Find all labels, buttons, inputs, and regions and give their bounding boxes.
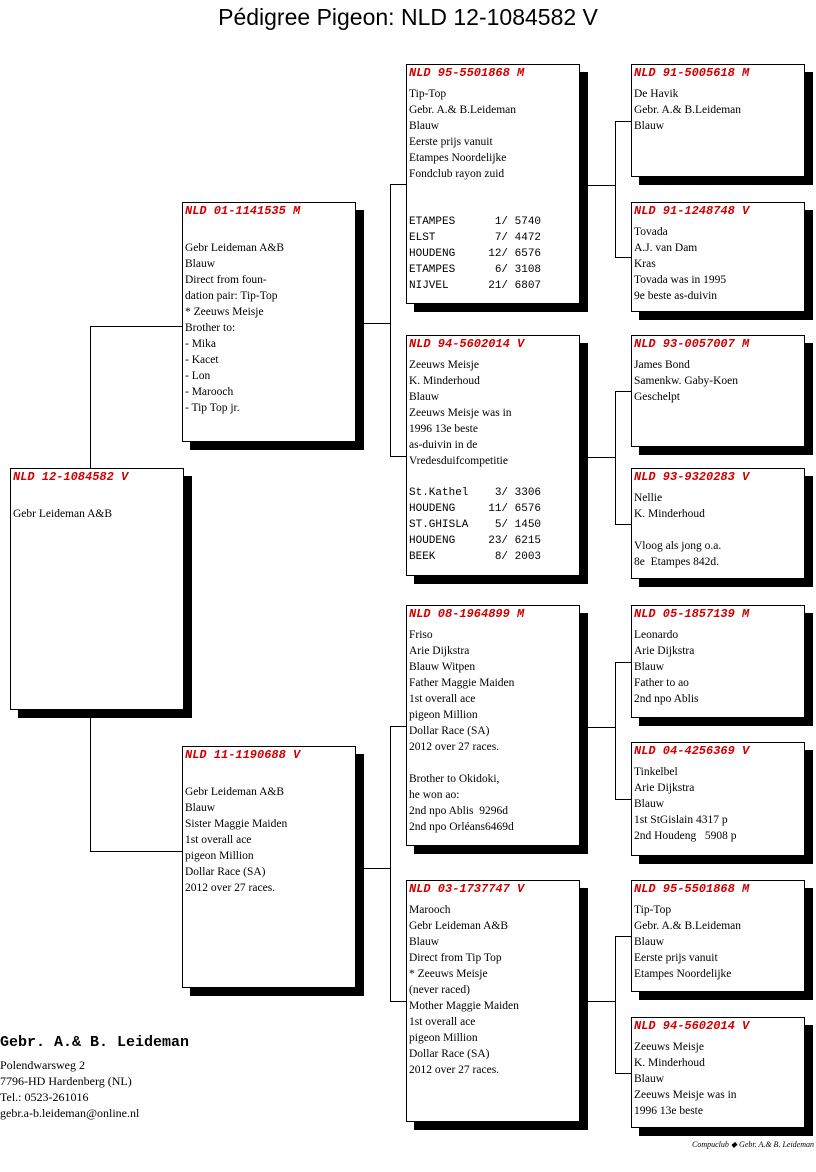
pigeon-info-line: Eerste prijs vanuit: [634, 952, 718, 964]
pigeon-card[interactable]: [406, 64, 580, 304]
pigeon-info-line: Kras: [634, 258, 656, 270]
connector-line: [580, 457, 615, 458]
connector-line: [390, 456, 406, 457]
pigeon-info-line: [409, 755, 579, 771]
pigeon-info-line: Vloog als jong o.a.: [634, 540, 722, 552]
pigeon-info-line: Fondclub rayon zuid: [409, 168, 505, 180]
pigeon-card[interactable]: [406, 880, 580, 1122]
pigeon-info-line: Blauw: [634, 936, 665, 948]
ring-number: NLD 01-1141535 M: [185, 204, 301, 218]
pigeon-info-line: Arie Dijkstra: [409, 645, 470, 657]
pigeon-card[interactable]: [406, 335, 580, 576]
pigeon-info-line: Blauw: [634, 1073, 665, 1085]
pigeon-info-line: as-duivin in de: [409, 439, 478, 451]
pigeon-info-line: pigeon Million: [409, 709, 478, 721]
pigeon-info-line: Tip-Top: [409, 88, 447, 100]
pigeon-info-line: [409, 198, 579, 214]
pigeon-card[interactable]: [406, 605, 580, 846]
pigeon-info-line: [409, 469, 579, 485]
pigeon-info-line: Arie Dijkstra: [634, 645, 695, 657]
pigeon-info-line: 1996 13e beste: [634, 1105, 703, 1117]
pigeon-info-line: - Lon: [185, 370, 211, 382]
owner-address: Polendwarsweg 2: [0, 1058, 85, 1072]
pigeon-info-line: K. Minderhoud: [634, 508, 705, 520]
pigeon-info-line: 2nd Houdeng 5908 p: [634, 830, 737, 842]
connector-line: [90, 851, 182, 852]
pigeon-info-line: Direct from foun-: [185, 274, 267, 286]
pigeon-card[interactable]: [182, 202, 356, 442]
pigeon-card[interactable]: [10, 468, 184, 710]
connector-line: [615, 121, 631, 122]
pigeon-info-line: [409, 182, 579, 198]
pigeon-info-line: Blauw: [634, 798, 665, 810]
pigeon-info-line: Zeeuws Meisje was in: [409, 407, 512, 419]
owner-email[interactable]: gebr.a-b.leideman@online.nl: [0, 1106, 140, 1120]
pigeon-info-line: pigeon Million: [409, 1032, 478, 1044]
pigeon-info-line: HOUDENG 23/ 6215: [409, 535, 542, 547]
pigeon-info-line: Zeeuws Meisje was in: [634, 1089, 737, 1101]
pigeon-info-line: HOUDENG 11/ 6576: [409, 503, 542, 515]
ring-number: NLD 91-1248748 V: [634, 204, 750, 218]
owner-phone: Tel.: 0523-261016: [0, 1090, 89, 1104]
pigeon-info-line: Etampes Noordelijke: [409, 152, 507, 164]
pigeon-info-line: Dollar Race (SA): [409, 1048, 490, 1060]
ring-number: NLD 95-5501868 M: [634, 882, 750, 896]
pigeon-info-line: - Kacet: [185, 354, 219, 366]
pigeon-info-line: pigeon Million: [185, 850, 254, 862]
pigeon-info-line: Blauw: [634, 661, 665, 673]
pigeon-info-line: 2012 over 27 races.: [185, 882, 276, 894]
ring-number: NLD 04-4256369 V: [634, 744, 750, 758]
connector-line: [615, 1073, 631, 1074]
pigeon-info-line: ETAMPES 1/ 5740: [409, 216, 542, 228]
pigeon-info-line: Blauw: [409, 120, 440, 132]
connector-line: [390, 726, 391, 1001]
pigeon-info-line: ETAMPES 6/ 3108: [409, 264, 542, 276]
connector-line: [615, 662, 616, 799]
ring-number: NLD 93-0057007 M: [634, 337, 750, 351]
connector-line: [580, 1001, 615, 1002]
connector-line: [90, 326, 182, 327]
pigeon-info-line: Zeeuws Meisje: [409, 359, 479, 371]
connector-line: [615, 121, 616, 257]
pigeon-info-line: Father to ao: [634, 677, 689, 689]
pigeon-info-line: 2nd npo Ablis: [634, 693, 699, 705]
pigeon-info-line: [185, 768, 355, 784]
connector-line: [615, 799, 631, 800]
connector-line: [356, 323, 390, 324]
pigeon-info-line: - Marooch: [185, 386, 234, 398]
pigeon-info-line: Sister Maggie Maiden: [185, 818, 288, 830]
pigeon-info-line: - Tip Top jr.: [185, 402, 240, 414]
pigeon-info-line: 2012 over 27 races.: [409, 1064, 500, 1076]
pigeon-info-line: Mother Maggie Maiden: [409, 1000, 519, 1012]
connector-line: [615, 257, 631, 258]
pigeon-info-line: Blauw: [185, 258, 216, 270]
connector-line: [390, 726, 406, 727]
pigeon-info-line: 2nd npo Orléans6469d: [409, 821, 514, 833]
pigeon-info-line: Dollar Race (SA): [409, 725, 490, 737]
pigeon-info-line: Dollar Race (SA): [185, 866, 266, 878]
connector-line: [615, 936, 631, 937]
pigeon-info-line: Nellie: [634, 492, 663, 504]
ring-number: NLD 94-5602014 V: [409, 337, 525, 351]
pigeon-info-line: Geschelpt: [634, 391, 680, 403]
pigeon-info-line: Gebr Leideman A&B: [409, 920, 509, 932]
pigeon-info-line: Gebr. A.& B.Leideman: [409, 104, 516, 116]
pigeon-info-line: Tovada was in 1995: [634, 274, 727, 286]
pigeon-info-line: K. Minderhoud: [409, 375, 480, 387]
pigeon-info-line: Gebr. A.& B.Leideman: [634, 104, 741, 116]
pigeon-info-line: * Zeeuws Meisje: [409, 968, 488, 980]
pigeon-info-line: Arie Dijkstra: [634, 782, 695, 794]
pigeon-info-line: Blauw: [185, 802, 216, 814]
pigeon-info-line: Etampes Noordelijke: [634, 968, 732, 980]
connector-line: [390, 184, 391, 456]
pigeon-info-line: 1st overall ace: [409, 1016, 476, 1028]
ring-number: NLD 05-1857139 M: [634, 607, 750, 621]
pigeon-card[interactable]: [631, 64, 805, 177]
page-title: Pédigree Pigeon: NLD 12-1084582 V: [218, 4, 598, 30]
pigeon-info-line: Brother to:: [185, 322, 236, 334]
pigeon-info-line: 8e Etampes 842d.: [634, 556, 719, 568]
pigeon-info-line: Blauw: [409, 391, 440, 403]
pigeon-info-line: Gebr Leideman A&B: [185, 786, 285, 798]
pigeon-card[interactable]: [631, 335, 805, 447]
credit-footer: Compuclub ◆ Gebr. A.& B. Leideman: [692, 1140, 814, 1149]
pigeon-info-line: [634, 522, 804, 538]
pigeon-info-line: Blauw: [409, 936, 440, 948]
ring-number: NLD 12-1084582 V: [13, 470, 129, 484]
pigeon-card[interactable]: [631, 880, 805, 992]
pigeon-info-line: ELST 7/ 4472: [409, 232, 542, 244]
pigeon-info-line: Blauw Witpen: [409, 661, 476, 673]
pigeon-info-line: HOUDENG 12/ 6576: [409, 248, 542, 260]
pigeon-info-line: ST.GHISLA 5/ 1450: [409, 519, 542, 531]
pigeon-info-line: Brother to Okidoki,: [409, 773, 500, 785]
connector-line: [615, 391, 616, 524]
connector-line: [90, 710, 91, 851]
owner-city: 7796-HD Hardenberg (NL): [0, 1074, 132, 1088]
pigeon-info-line: * Zeeuws Meisje: [185, 306, 264, 318]
pigeon-info-line: Father Maggie Maiden: [409, 677, 515, 689]
connector-line: [580, 727, 615, 728]
pigeon-info-line: (never raced): [409, 984, 470, 996]
pigeon-info-line: De Havik: [634, 88, 679, 100]
connector-line: [356, 868, 390, 869]
pigeon-info-line: 2012 over 27 races.: [409, 741, 500, 753]
pigeon-info-line: BEEK 8/ 2003: [409, 551, 542, 563]
pigeon-card[interactable]: [631, 742, 805, 856]
pigeon-info-line: A.J. van Dam: [634, 242, 698, 254]
pigeon-info-line: he won ao:: [409, 789, 460, 801]
pigeon-info-line: Tinkelbel: [634, 766, 678, 778]
pigeon-info-line: - Mika: [185, 338, 216, 350]
ring-number: NLD 95-5501868 M: [409, 66, 525, 80]
pigeon-info-line: [185, 224, 355, 240]
pigeon-info-line: Gebr Leideman A&B: [13, 508, 113, 520]
pigeon-info-line: Friso: [409, 629, 433, 641]
pigeon-info-line: Marooch: [409, 904, 451, 916]
pigeon-info-line: 1st overall ace: [409, 693, 476, 705]
pigeon-card[interactable]: [631, 468, 805, 579]
ring-number: NLD 11-1190688 V: [185, 748, 301, 762]
pigeon-card[interactable]: [631, 605, 805, 718]
pigeon-info-line: Leonardo: [634, 629, 679, 641]
pigeon-info-line: NIJVEL 21/ 6807: [409, 280, 542, 292]
pigeon-card[interactable]: [631, 1017, 805, 1128]
pigeon-info-line: Vredesduifcompetitie: [409, 455, 508, 467]
connector-line: [90, 326, 91, 468]
pigeon-info-line: Tip-Top: [634, 904, 672, 916]
pigeon-info-line: K. Minderhoud: [634, 1057, 705, 1069]
pigeon-info-line: 1996 13e beste: [409, 423, 478, 435]
pigeon-card[interactable]: [182, 746, 356, 988]
connector-line: [615, 391, 631, 392]
pigeon-info-line: Tovada: [634, 226, 668, 238]
pigeon-info-line: St.Kathel 3/ 3306: [409, 487, 542, 499]
pigeon-info-line: 2nd npo Ablis 9296d: [409, 805, 509, 817]
ring-number: NLD 91-5005618 M: [634, 66, 750, 80]
pigeon-info-line: Zeeuws Meisje: [634, 1041, 704, 1053]
connector-line: [615, 936, 616, 1073]
pigeon-info-line: Gebr. A.& B.Leideman: [634, 920, 741, 932]
ring-number: NLD 08-1964899 M: [409, 607, 525, 621]
pigeon-info-line: Samenkw. Gaby-Koen: [634, 375, 739, 387]
connector-line: [390, 184, 406, 185]
pigeon-info-line: Gebr Leideman A&B: [185, 242, 285, 254]
ring-number: NLD 03-1737747 V: [409, 882, 525, 896]
pigeon-info-line: 1st StGislain 4317 p: [634, 814, 728, 826]
pigeon-card[interactable]: [631, 202, 805, 312]
ring-number: NLD 93-9320283 V: [634, 470, 750, 484]
connector-line: [615, 524, 631, 525]
connector-line: [580, 185, 615, 186]
pigeon-info-line: dation pair: Tip-Top: [185, 290, 278, 302]
pigeon-info-line: 1st overall ace: [185, 834, 252, 846]
owner-info: [0, 1034, 189, 1121]
pigeon-info-line: 9e beste as-duivin: [634, 290, 718, 302]
owner-name: Gebr. A.& B. Leideman: [0, 1034, 190, 1051]
connector-line: [615, 662, 631, 663]
pigeon-info-line: Direct from Tip Top: [409, 952, 502, 964]
ring-number: NLD 94-5602014 V: [634, 1019, 750, 1033]
pigeon-info-line: [13, 490, 183, 506]
pigeon-info-line: Eerste prijs vanuit: [409, 136, 493, 148]
pigeon-info-line: Blauw: [634, 120, 665, 132]
pigeon-info-line: James Bond: [634, 359, 690, 371]
connector-line: [390, 1001, 406, 1002]
